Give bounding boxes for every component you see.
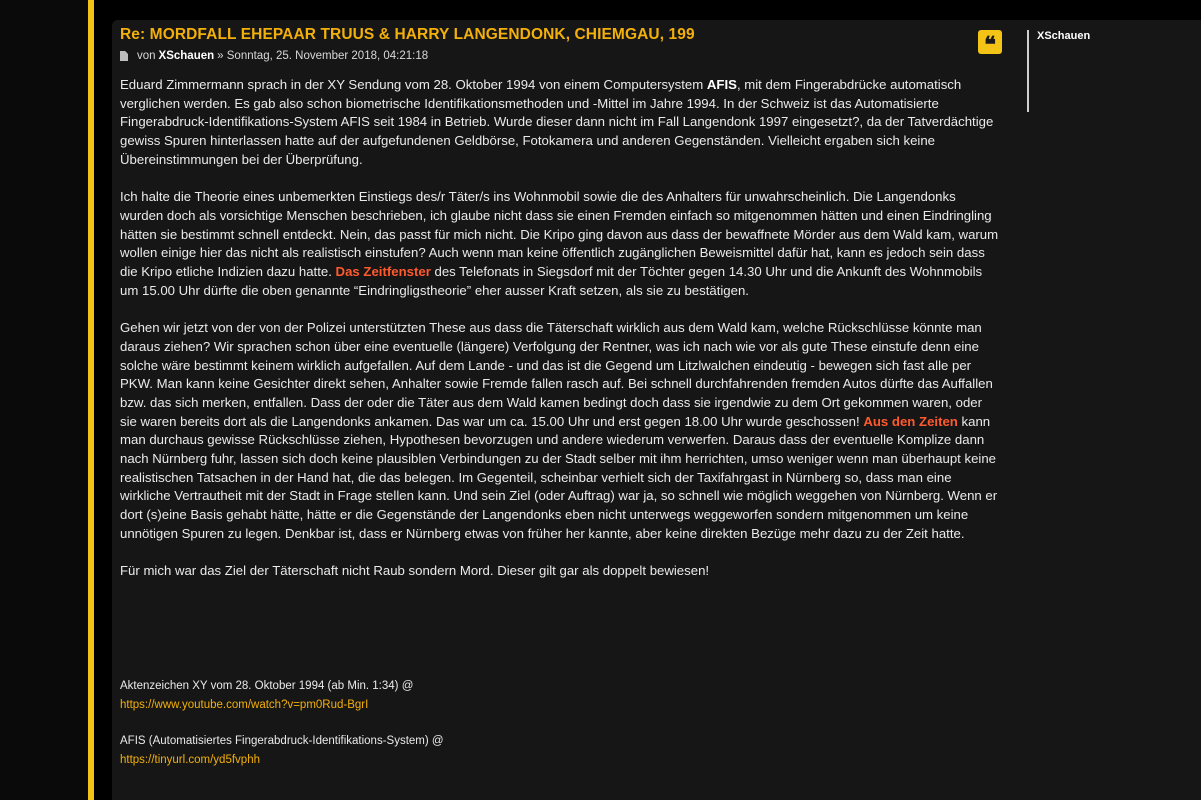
profile-author-name[interactable]: XSchauen: [1037, 30, 1091, 42]
reference-url[interactable]: https://www.youtube.com/watch?v=pm0Rud-BgrI: [120, 698, 369, 711]
post-content: [120, 76, 1000, 600]
zeitfenster-link[interactable]: Das Zeitfenster: [335, 264, 431, 280]
paragraph-4: Für mich war das Ziel der Täterschaft nicht Raub sondern Mord. Dieser gilt gar als doppelt bewiesen!: [120, 563, 710, 579]
reference-2: [120, 732, 1000, 769]
reference-label: AFIS (Automatisiertes Fingerabdruck-Identifikations-System) @: [120, 735, 444, 747]
profile-divider: [1027, 30, 1029, 112]
quote-button[interactable]: [978, 30, 1002, 58]
quote-icon: ❝: [984, 32, 996, 58]
references: [120, 677, 1000, 787]
forum-post: [112, 20, 1201, 800]
post-title[interactable]: Re: MORDFALL EHEPAAR TRUUS & HARRY LANGENDONK, CHIEMGAU, 199: [120, 26, 695, 43]
reference-url[interactable]: https://tinyurl.com/yd5fvphh: [120, 753, 260, 766]
afis-bold: AFIS: [706, 77, 737, 92]
post-icon[interactable]: [120, 51, 128, 61]
post-meta: [120, 50, 428, 62]
reference-1: [120, 677, 1000, 714]
meta-prefix: von: [137, 50, 156, 62]
paragraph-1: Eduard Zimmermann sprach in der XY Sendung vom 28. Oktober 1994 von einem Computersystem AFIS, mit dem Fingerabdrücke automatisch verglichen werden. Es gab also schon biometrische Identifikationsmethoden und -Mittel im Jahre 1994. In der Schweiz ist das Automatisierte Fingerabdruck-Identifikations-System AFIS seit 1984 in Betrieb. Wurde dieser dann nicht im Fall Langendonk 1997 eingesetzt?, da der Tatverdächtige gewiss Spuren hinterlassen hatte auf der aufgefundenen Geldbörse, Fotokamera und anderen Gegenständen. Vielleicht ergaben sich keine Übereinstimmungen bei der Überprüfung.: [120, 77, 994, 167]
reference-label: Aktenzeichen XY vom 28. Oktober 1994 (ab Min. 1:34) @: [120, 680, 414, 692]
left-gutter: [0, 0, 88, 800]
post-author-link[interactable]: XSchauen: [158, 50, 215, 62]
zeiten-link[interactable]: Aus den Zeiten: [863, 413, 958, 429]
accent-bar: [88, 0, 94, 800]
paragraph-3: Gehen wir jetzt von der von der Polizei unterstützten These aus dass die Täterschaft wirklich aus dem Wald kam, welche Rückschlüsse könnte man daraus ziehen? Wir sprachen schon über eine eventuelle (längere) Verfolgung der Rentner, was ich nach wie vor als gute These einstufe denn eine solche wäre bestimmt keinem wirklich aufgefallen. Auf dem Lande - und das ist die Gegend um Litzlwalchen eindeutig - bewegen sich fast alle per PKW. Man kann keine Gesichter direkt sehen, Anhalter sowie Fremde fallen rasch auf. Bei schnell durchfahrenden fremden Autos dürfte das Auffallen bzw. das sich merken, entfallen. Dass der oder die Täter aus dem Wald kamen bedingt doch dass sie irgendwie zu dem Ort gekommen waren, oder sie waren bereits dort als die Langendonks ankamen. Das war um ca. 15.00 Uhr und erst gegen 18.00 Uhr wurde geschossen! Aus den Zeiten kann man durchaus gewisse Rückschlüsse ziehen, Hypothesen bevorzugen und andere wiederum verwerfen. Daraus dass der eventuelle Komplize dann nach Nürnberg fuhr, lassen sich doch keine plausiblen Verbindungen zu der Stadt selber mit ihm herrichten, umso weniger wenn man überhaupt keine realistischen Tatsachen in der Hand hat, die das belegen. Im Gegenteil, scheinbar verhielt sich der Taxifahrgast in Nürnberg so, dass man eine wirkliche Vertrautheit mit der Stadt in Frage stellen kann. Und sein Ziel (oder Auftrag) war ja, so schnell wie möglich weggehen von Nürnberg. Wenn er dort (s)eine Basis gehabt hätte, hätte er die Gegenstände der Langendonks eben nicht unterwegs weggeworfen sondern mitgenommen um keine unnötigen Spuren zu legen. Denkbar ist, dass er Nürnberg etwas von früher her kannte, aber keine direkten Bezüge mehr dazu zu der Zeit hatte.: [120, 320, 998, 541]
paragraph-2: Ich halte die Theorie eines unbemerkten Einstiegs des/r Täter/s ins Wohnmobil sowie die des Anhalters für unwahrscheinlich. Die Langendonks wurden doch als vorsichtige Menschen beschrieben, ich glaube nicht dass sie einen Fremden einfach so mitgenommen hätten und einen Eindringling hätten sie bestimmt schnell entdeckt. Nein, das passt für mich nicht. Die Kripo ging davon aus dass der bewaffnete Mörder aus dem Wald kam, warum wollen einige hier das nicht als realistisch einstufen? Auch wenn man keine öffentlich zugänglichen Beweismittel dafür hat, kann es jedoch sein dass die Kripo etliche Indizien dazu hatte. Das Zeitfenster des Telefonats in Siegsdorf mit der Töchter gegen 14.30 Uhr und die Ankunft des Wohnmobils um 15.00 Uhr dürfte die oben genannte “Eindringligstheorie” eher ausser Kraft setzen, als sie zu bestätigen.: [120, 189, 999, 298]
post-date: » Sonntag, 25. November 2018, 04:21:18: [217, 50, 429, 62]
